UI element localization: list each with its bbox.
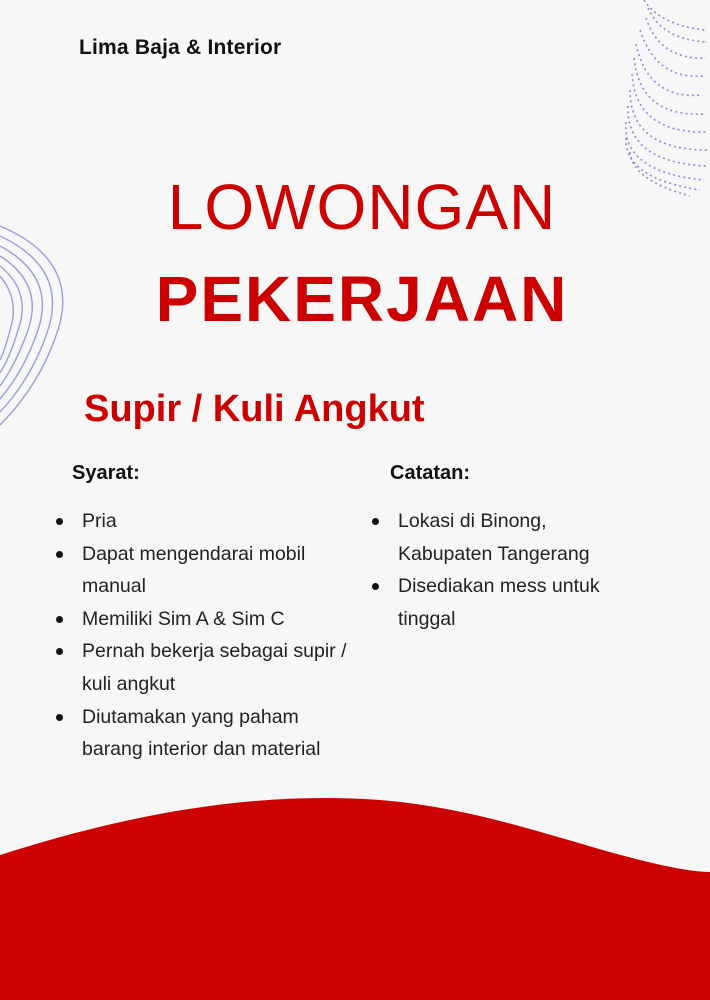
notes-list [371, 505, 631, 635]
notes-heading: Catatan: [390, 462, 471, 484]
dotted-wave-decoration [626, 0, 708, 196]
list-item: Diutamakan yang paham barang interior dan material [55, 701, 355, 766]
job-position-title: Supir / Kuli Angkut [84, 388, 425, 430]
company-name: Lima Baja & Interior [79, 36, 282, 59]
heading-line-2: PEKERJAAN [155, 263, 569, 335]
list-item: Memiliki Sim A & Sim C [55, 603, 355, 636]
list-item: Pernah bekerja sebagai supir / kuli angkut [55, 635, 355, 700]
heading-line-1: LOWONGAN [167, 171, 557, 243]
list-item: Pria [55, 505, 355, 538]
red-wave-footer [0, 798, 710, 1000]
requirements-list [55, 505, 355, 766]
list-item: Lokasi di Binong, Kabupaten Tangerang [371, 505, 631, 570]
list-item: Dapat mengendarai mobil manual [55, 538, 355, 603]
requirements-heading: Syarat: [72, 462, 140, 484]
list-item: Disediakan mess untuk tinggal [371, 570, 631, 635]
